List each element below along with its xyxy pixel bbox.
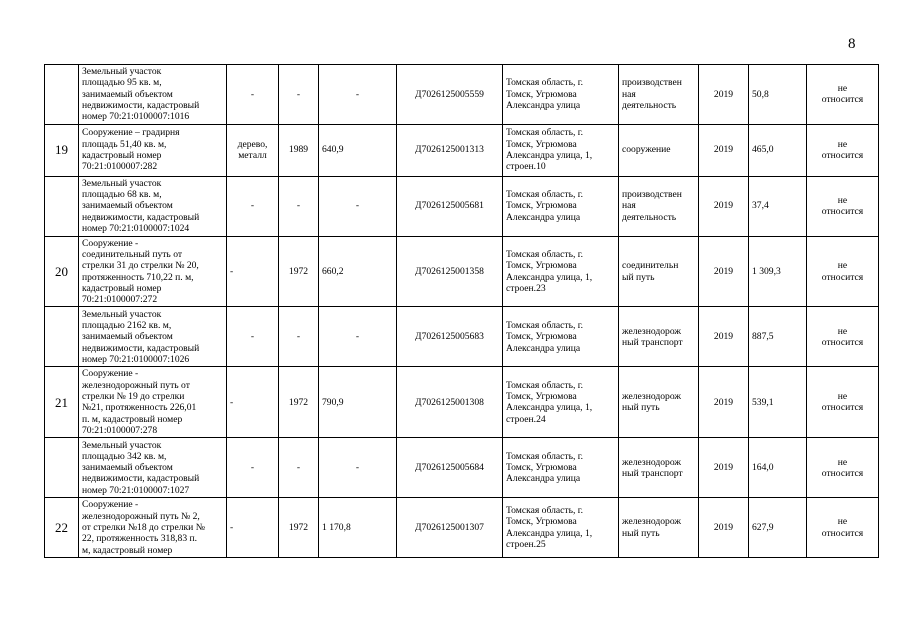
report-year: 2019 — [699, 438, 749, 498]
report-year: 2019 — [699, 307, 749, 367]
object-area: 640,9 — [319, 124, 397, 176]
object-address: Томская область, г. Томск, Угрюмова Александра улица — [503, 438, 619, 498]
wall-material: - — [227, 307, 279, 367]
object-purpose: железнодорож ный транспорт — [619, 438, 699, 498]
object-address: Томская область, г. Томск, Угрюмова Александра улица — [503, 176, 619, 236]
object-value: 539,1 — [749, 367, 807, 438]
report-year: 2019 — [699, 498, 749, 558]
build-year: - — [279, 307, 319, 367]
object-description: Сооружение - железнодорожный путь от стрелки № 19 до стрелки №21, протяженность 226,01 п. м, кадастровый номер 70:21:0100007:278 — [79, 367, 227, 438]
report-year: 2019 — [699, 236, 749, 307]
object-area: 1 170,8 — [319, 498, 397, 558]
object-area: 790,9 — [319, 367, 397, 438]
row-number — [45, 65, 79, 125]
object-value: 627,9 — [749, 498, 807, 558]
report-year: 2019 — [699, 367, 749, 438]
object-description: Земельный участок площадью 2162 кв. м, занимаемый объектом недвижимости, кадастровый номер 70:21:0100007:1026 — [79, 307, 227, 367]
object-address: Томская область, г. Томск, Угрюмова Александра улица, 1, строен.25 — [503, 498, 619, 558]
object-address: Томская область, г. Томск, Угрюмова Александра улица — [503, 307, 619, 367]
object-address: Томская область, г. Томск, Угрюмова Александра улица — [503, 65, 619, 125]
object-address: Томская область, г. Томск, Угрюмова Александра улица, 1, строен.10 — [503, 124, 619, 176]
object-area: - — [319, 65, 397, 125]
object-purpose: производствен ная деятельность — [619, 176, 699, 236]
object-value: 37,4 — [749, 176, 807, 236]
registry-code: Д7026125005681 — [397, 176, 503, 236]
registry-code: Д7026125001308 — [397, 367, 503, 438]
table-row — [45, 498, 879, 558]
object-purpose: железнодорож ный путь — [619, 367, 699, 438]
object-area: - — [319, 176, 397, 236]
row-number — [45, 176, 79, 236]
object-note: не относится — [807, 65, 879, 125]
object-value: 887,5 — [749, 307, 807, 367]
property-register-table — [44, 64, 879, 558]
registry-code: Д7026125005559 — [397, 65, 503, 125]
object-description: Земельный участок площадью 95 кв. м, занимаемый объектом недвижимости, кадастровый номер 70:21:0100007:1016 — [79, 65, 227, 125]
object-area: 660,2 — [319, 236, 397, 307]
object-description: Сооружение - железнодорожный путь № 2, от стрелки №18 до стрелки № 22, протяженность 318,83 п. м, кадастровый номер — [79, 498, 227, 558]
object-purpose: производствен ная деятельность — [619, 65, 699, 125]
wall-material: - — [227, 367, 279, 438]
build-year: 1972 — [279, 236, 319, 307]
build-year: 1989 — [279, 124, 319, 176]
build-year: - — [279, 438, 319, 498]
build-year: - — [279, 176, 319, 236]
row-number — [45, 438, 79, 498]
row-number: 22 — [45, 498, 79, 558]
registry-code: Д7026125001358 — [397, 236, 503, 307]
object-address: Томская область, г. Томск, Угрюмова Александра улица, 1, строен.24 — [503, 367, 619, 438]
report-year: 2019 — [699, 176, 749, 236]
build-year: 1972 — [279, 367, 319, 438]
object-note: не относится — [807, 236, 879, 307]
wall-material: дерево, металл — [227, 124, 279, 176]
registry-code: Д7026125001307 — [397, 498, 503, 558]
object-note: не относится — [807, 498, 879, 558]
object-purpose: сооружение — [619, 124, 699, 176]
object-description: Сооружение - соединительный путь от стрелки 31 до стрелки № 20, протяженность 710,22 п. м, кадастровый номер 70:21:0100007:272 — [79, 236, 227, 307]
object-note: не относится — [807, 176, 879, 236]
table-row — [45, 124, 879, 176]
registry-code: Д7026125001313 — [397, 124, 503, 176]
table-row — [45, 65, 879, 125]
table-row — [45, 438, 879, 498]
build-year: - — [279, 65, 319, 125]
object-value: 465,0 — [749, 124, 807, 176]
object-note: не относится — [807, 438, 879, 498]
row-number: 20 — [45, 236, 79, 307]
object-value: 1 309,3 — [749, 236, 807, 307]
row-number — [45, 307, 79, 367]
table-row — [45, 236, 879, 307]
object-description: Земельный участок площадью 68 кв. м, занимаемый объектом недвижимости, кадастровый номер 70:21:0100007:1024 — [79, 176, 227, 236]
object-note: не относится — [807, 124, 879, 176]
registry-code: Д7026125005683 — [397, 307, 503, 367]
object-purpose: железнодорож ный транспорт — [619, 307, 699, 367]
object-area: - — [319, 307, 397, 367]
row-number: 21 — [45, 367, 79, 438]
object-address: Томская область, г. Томск, Угрюмова Александра улица, 1, строен.23 — [503, 236, 619, 307]
wall-material: - — [227, 236, 279, 307]
table-row — [45, 176, 879, 236]
object-description: Сооружение – градирня площадь 51,40 кв. м, кадастровый номер 70:21:0100007:282 — [79, 124, 227, 176]
object-purpose: железнодорож ный путь — [619, 498, 699, 558]
object-area: - — [319, 438, 397, 498]
wall-material: - — [227, 438, 279, 498]
wall-material: - — [227, 176, 279, 236]
wall-material: - — [227, 498, 279, 558]
row-number: 19 — [45, 124, 79, 176]
object-note: не относится — [807, 367, 879, 438]
object-note: не относится — [807, 307, 879, 367]
object-value: 164,0 — [749, 438, 807, 498]
report-year: 2019 — [699, 65, 749, 125]
object-purpose: соединительн ый путь — [619, 236, 699, 307]
object-description: Земельный участок площадью 342 кв. м, занимаемый объектом недвижимости, кадастровый номер 70:21:0100007:1027 — [79, 438, 227, 498]
object-value: 50,8 — [749, 65, 807, 125]
build-year: 1972 — [279, 498, 319, 558]
table-row — [45, 307, 879, 367]
wall-material: - — [227, 65, 279, 125]
page-number: 8 — [848, 36, 856, 52]
registry-code: Д7026125005684 — [397, 438, 503, 498]
table-row — [45, 367, 879, 438]
report-year: 2019 — [699, 124, 749, 176]
